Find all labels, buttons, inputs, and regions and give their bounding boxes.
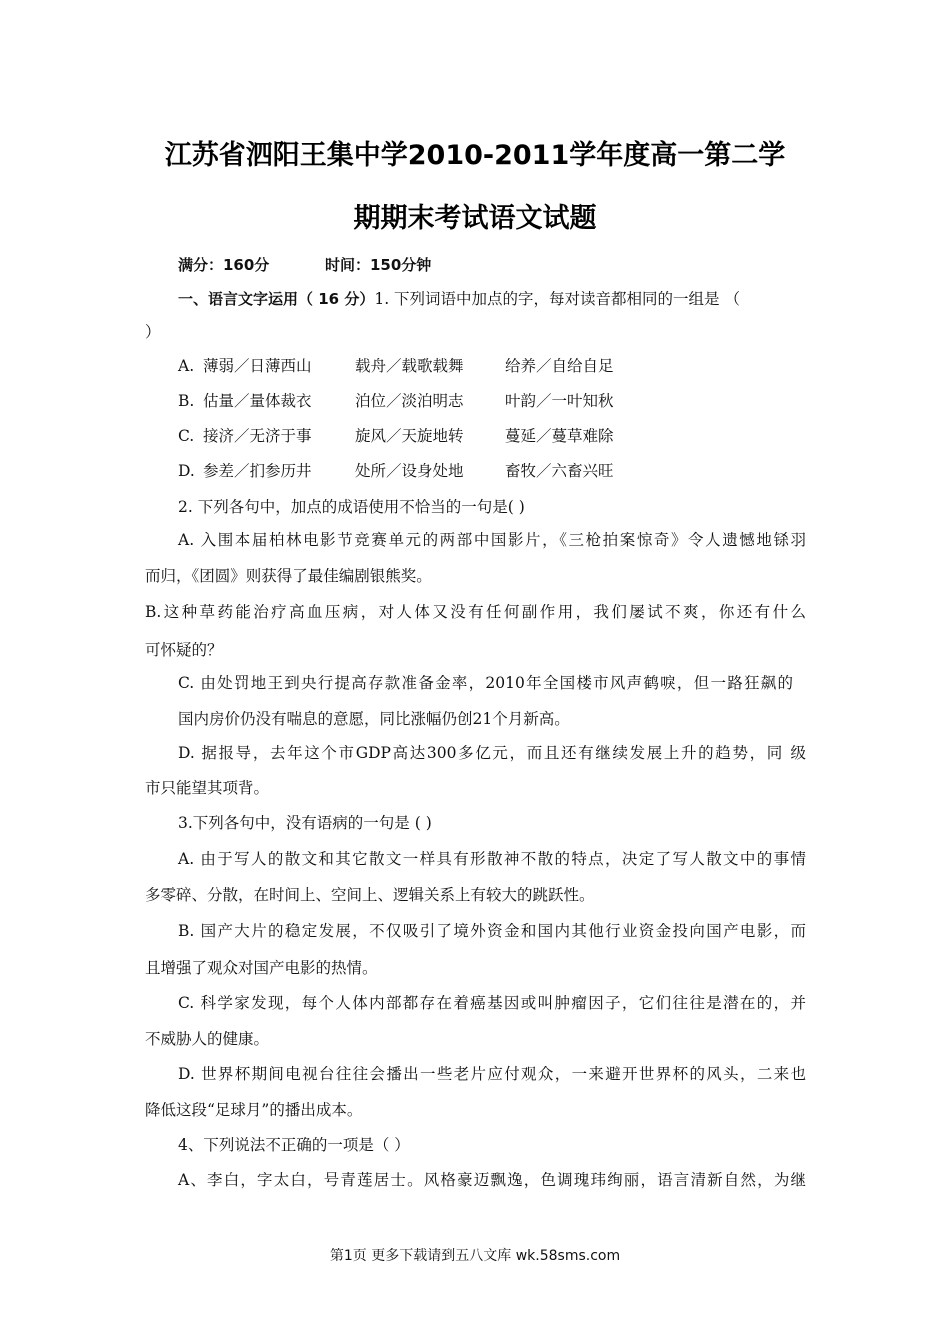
q1-option-a-2: 载舟／载歌载舞 — [355, 357, 464, 375]
q3-option-b-line-2: 且增强了观众对国产电影的热情。 — [145, 959, 378, 977]
page-footer: 第1页 更多下载请到五八文库 wk.58sms.com — [329, 1248, 621, 1264]
q1-option-d-2: 处所／设身处地 — [355, 462, 464, 480]
exam-time: 时间：150分钟 — [325, 256, 432, 274]
page-title-line-2: 期期末考试语文试题 — [353, 203, 597, 234]
q3-option-b-line-1: B. 国产大片的稳定发展，不仅吸引了境外资金和国内其他行业资金投向国产电影，而 — [178, 922, 806, 940]
q3-option-d-line-2: 降低这段“足球月”的播出成本。 — [145, 1101, 363, 1119]
q1-option-c-2: 旋风／天旋地转 — [355, 427, 464, 445]
q1-option-d-label: D. — [178, 462, 195, 480]
q2-option-c-line-2: 国内房价仍没有喘息的意愿，同比涨幅仍创21个月新高。 — [178, 710, 570, 728]
q2-option-b-line-1: B.这种草药能治疗高血压病，对人体又没有任何副作用，我们屡试不爽，你还有什么 — [145, 603, 806, 621]
q2-option-a-line-2: 而归，《团圆》则获得了最佳编剧银熊奖。 — [145, 567, 432, 585]
q1-option-c-3: 蔓延／蔓草难除 — [505, 427, 614, 445]
q3-option-a-line-2: 多零碎、分散，在时间上、空间上、逻辑关系上有较大的跳跃性。 — [145, 886, 595, 904]
q3-option-c-line-1: C. 科学家发现，每个人体内部都存在着癌基因或叫肿瘤因子，它们往往是潜在的，并 — [178, 994, 806, 1012]
q1-option-c-1: 接济／无济于事 — [203, 427, 312, 445]
q1-option-b-2: 泊位／淡泊明志 — [355, 392, 464, 410]
q2-stem: 2. 下列各句中，加点的成语使用不恰当的一句是( ) — [178, 498, 525, 516]
q2-option-a-line-1: A. 入围本届柏林电影节竞赛单元的两部中国影片，《三枪拍案惊奇》令人遗憾地铩羽 — [178, 531, 806, 549]
q1-option-d-1: 参差／扪参历井 — [203, 462, 312, 480]
q1-stem-close: ） — [145, 323, 161, 341]
q1-option-b-3: 叶韵／一叶知秋 — [505, 392, 614, 410]
q4-stem: 4、下列说法不正确的一项是（ ） — [178, 1136, 410, 1154]
q1-option-a-3: 给养／自给自足 — [505, 357, 614, 375]
page-title-line-1: 江苏省泗阳王集中学2010-2011学年度高一第二学 — [164, 140, 786, 171]
q1-option-b-label: B. — [178, 392, 195, 410]
q1-option-a-label: A. — [178, 357, 195, 375]
full-score: 满分：160分 — [178, 256, 270, 274]
q1-option-b-1: 估量／量体裁衣 — [203, 392, 312, 410]
section-heading: 一、语言文字运用（ 16 分） — [178, 290, 375, 308]
q1-stem: 1. 下列词语中加点的字，每对读音都相同的一组是 （ — [374, 290, 740, 308]
q2-option-d-line-1: D. 据报导，去年这个市GDP高达300多亿元，而且还有继续发展上升的趋势，同 级 — [178, 744, 806, 762]
q2-option-b-line-2: 可怀疑的？ — [145, 641, 223, 659]
q2-option-d-line-2: 市只能望其项背。 — [145, 779, 270, 797]
q3-option-c-line-2: 不威胁人的健康。 — [145, 1030, 270, 1048]
section-heading-row — [178, 289, 740, 309]
q3-option-a-line-1: A. 由于写人的散文和其它散文一样具有形散神不散的特点，决定了写人散文中的事情 — [178, 850, 806, 868]
q4-option-a-line-1: A、李白，字太白，号青莲居士。风格豪迈飘逸，色调瑰玮绚丽，语言清新自然，为继 — [178, 1171, 806, 1189]
q1-option-c-label: C. — [178, 427, 195, 445]
q1-option-d-3: 畜牧／六畜兴旺 — [505, 462, 614, 480]
q3-option-d-line-1: D. 世界杯期间电视台往往会播出一些老片应付观众，一来避开世界杯的风头，二来也 — [178, 1065, 806, 1083]
q3-stem: 3.下列各句中，没有语病的一句是 ( ) — [178, 814, 432, 832]
q1-option-a-1: 薄弱／日薄西山 — [203, 357, 312, 375]
q2-option-c-line-1: C. 由处罚地王到央行提高存款准备金率，2010年全国楼市风声鹤唳，但一路狂飙的 — [178, 674, 793, 692]
